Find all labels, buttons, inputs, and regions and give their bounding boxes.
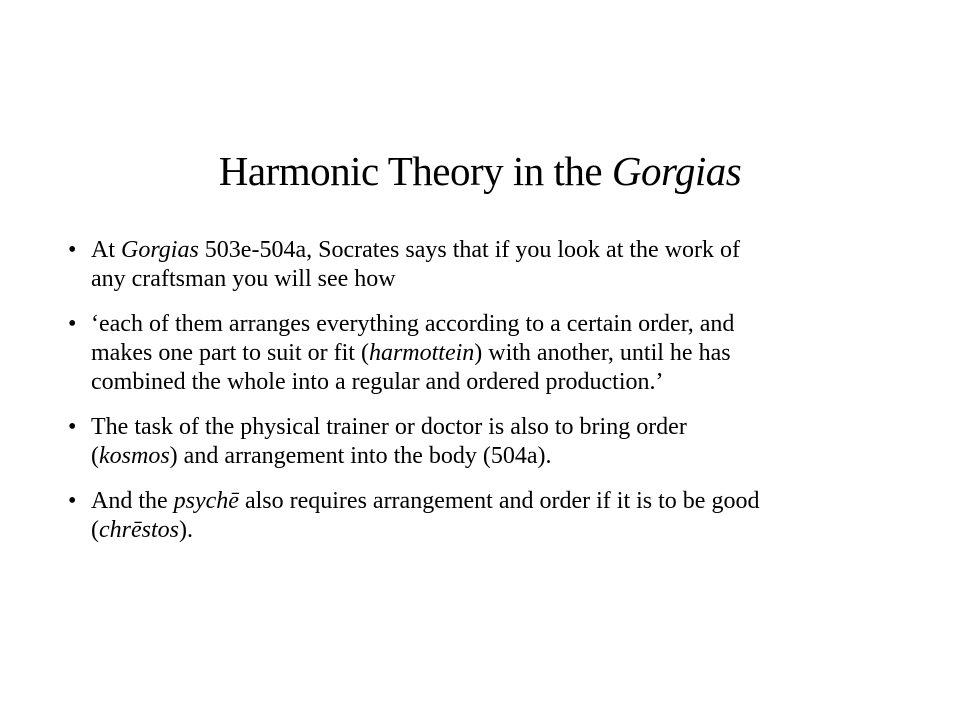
bullet-line <box>91 368 886 397</box>
bullet-icon: • <box>68 237 77 263</box>
bullet-line <box>91 442 886 471</box>
text-run: The task of the physical trainer or doctor is also to bring order <box>91 414 687 440</box>
bullet-line <box>91 339 886 368</box>
text-run: ‘each of them arranges everything according to a certain order, and <box>91 311 735 337</box>
italic-run: kosmos <box>99 443 170 469</box>
text-run: ) with another, until he has <box>474 340 731 366</box>
bullet-item <box>66 413 886 471</box>
italic-run: Gorgias <box>121 237 199 263</box>
text-run: At <box>91 237 121 263</box>
italic-run: psychē <box>173 488 239 514</box>
bullet-item <box>66 236 886 294</box>
bullet-line <box>91 413 886 442</box>
text-run: ( <box>91 443 99 469</box>
text-run: 503e-504a, Socrates says that if you look at the work of <box>198 237 741 263</box>
text-run: also requires arrangement and order if it is to be good <box>238 488 760 514</box>
bullet-icon: • <box>68 414 77 440</box>
bullet-item <box>66 487 886 545</box>
text-run: ( <box>91 517 99 543</box>
slide-title <box>0 146 960 196</box>
text-run: ) and arrangement into the body (504a). <box>169 443 552 469</box>
bullet-line <box>91 236 886 265</box>
text-run: combined the whole into a regular and ordered production.’ <box>91 369 664 395</box>
text-run: And the <box>91 488 174 514</box>
bullet-item <box>66 310 886 397</box>
title-text: Harmonic Theory in the <box>218 148 612 194</box>
italic-run: chrēstos <box>99 517 179 543</box>
italic-run: harmottein <box>368 340 475 366</box>
bullet-line <box>91 487 886 516</box>
bullet-line <box>91 516 886 545</box>
title-italic: Gorgias <box>611 148 742 194</box>
text-run: makes one part to suit or fit ( <box>91 340 369 366</box>
text-run: any craftsman you will see how <box>91 266 396 292</box>
bullet-line <box>91 310 886 339</box>
text-run: ). <box>179 517 193 543</box>
bullet-icon: • <box>68 311 77 337</box>
bullet-line <box>91 265 886 294</box>
bullet-icon: • <box>68 488 77 514</box>
bullet-list <box>66 236 886 561</box>
